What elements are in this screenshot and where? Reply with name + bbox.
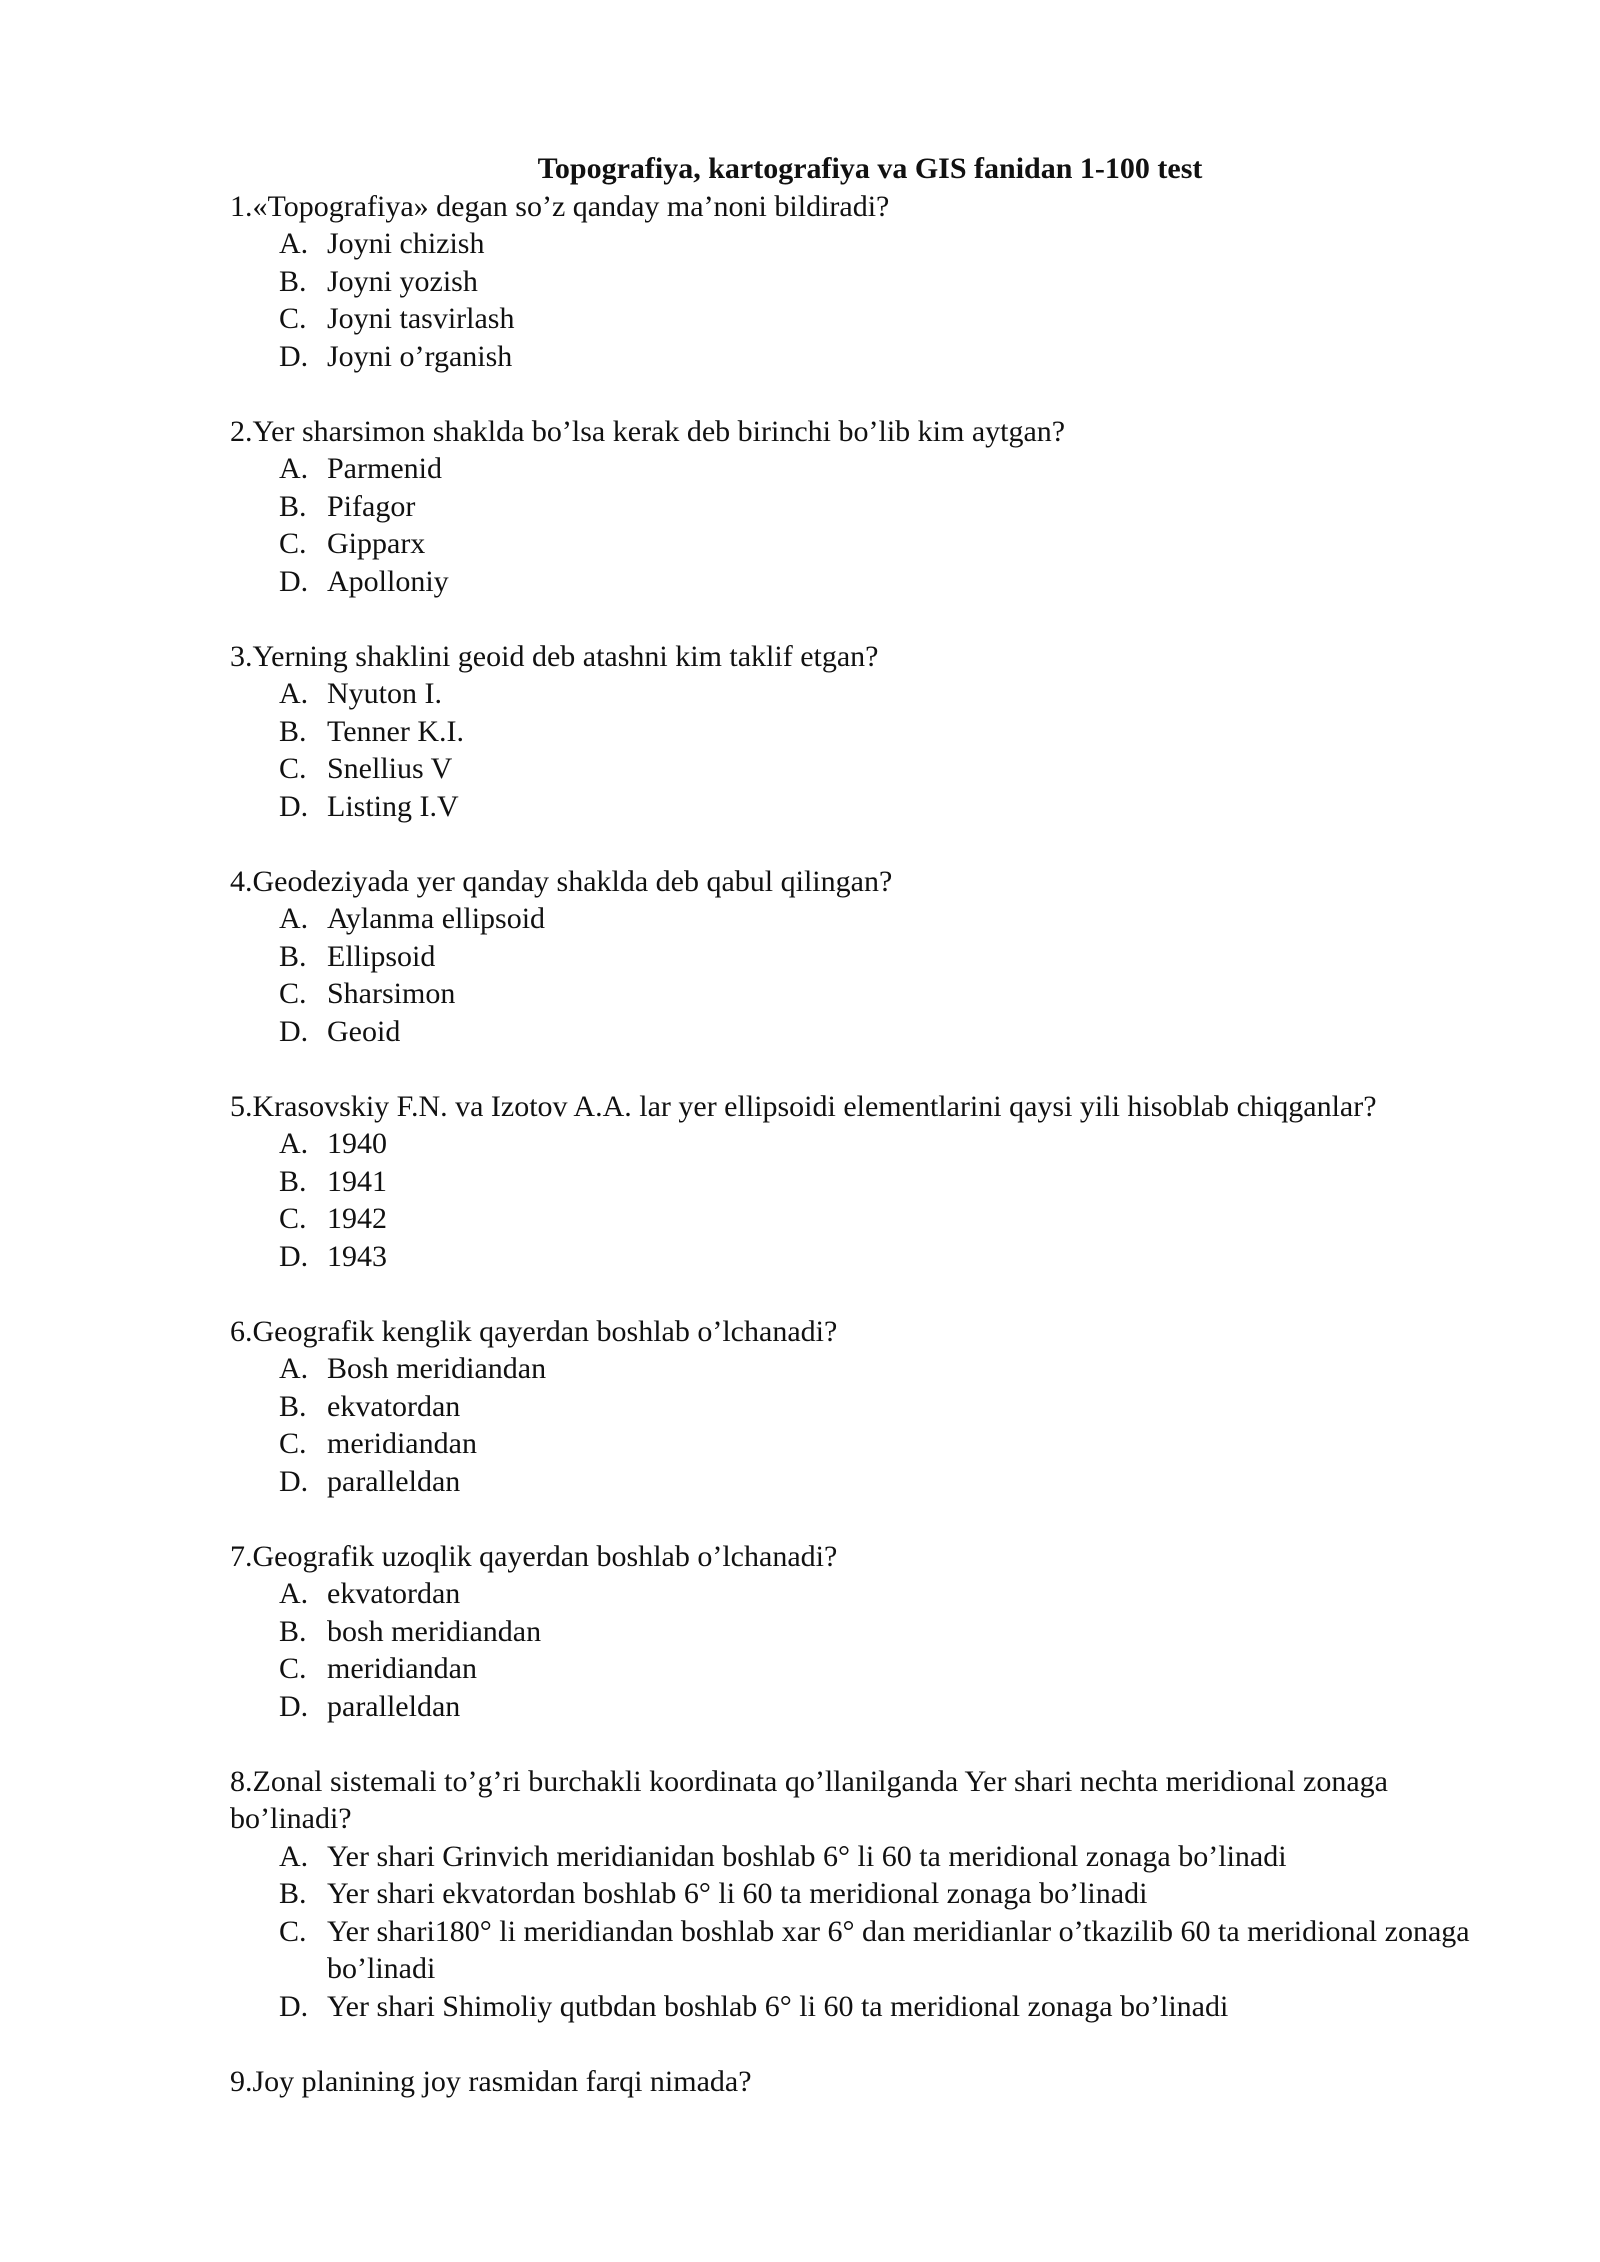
option-letter: D. <box>279 1464 309 1498</box>
option-letter: D. <box>279 789 309 823</box>
answer-option <box>230 1988 1477 2026</box>
option-text: Snellius V <box>327 752 453 785</box>
option-letter: D. <box>279 1689 309 1723</box>
option-letter: B. <box>279 1614 307 1648</box>
option-letter: D. <box>279 564 309 598</box>
option-letter: C. <box>279 302 307 335</box>
option-text: meridiandan <box>327 1652 477 1685</box>
answer-options <box>230 1125 1510 1275</box>
question-text: 4.Geodeziyada yer qanday shaklda deb qabul qilingan? <box>230 864 893 898</box>
option-letter: A. <box>279 1352 309 1385</box>
question-block <box>230 638 1510 826</box>
answer-option <box>230 450 1477 488</box>
answer-option <box>230 900 1477 938</box>
question-block <box>230 1763 1510 2026</box>
question-block <box>230 413 1510 601</box>
option-text: Joyni tasvirlash <box>327 302 515 335</box>
option-text: Joyni yozish <box>327 264 478 298</box>
option-text: Aylanma ellipsoid <box>327 902 546 935</box>
option-text: Joyni o’rganish <box>327 339 513 373</box>
document-title: Topografiya, kartografiya va GIS fanidan 1-100 test <box>537 152 1203 185</box>
question-block <box>230 2063 1510 2101</box>
answer-option <box>230 1013 1477 1051</box>
answer-option <box>230 975 1477 1013</box>
answer-option <box>230 300 1477 338</box>
option-text: Joyni chizish <box>327 227 485 260</box>
option-text: Nyuton I. <box>327 677 442 710</box>
answer-option <box>230 713 1477 751</box>
option-text: ekvatordan <box>327 1389 461 1423</box>
answer-option <box>230 563 1477 601</box>
option-text: Yer shari Grinvich meridianidan boshlab 6° li 60 ta meridional zonaga bo’linadi <box>327 1839 1287 1873</box>
question-text: 6.Geografik kenglik qayerdan boshlab o’lchanadi? <box>230 1314 838 1348</box>
option-text: Bosh meridiandan <box>327 1352 547 1385</box>
option-letter: C. <box>279 752 307 785</box>
answer-option <box>230 1200 1477 1238</box>
option-text: Listing I.V <box>327 789 459 823</box>
answer-option <box>230 225 1477 263</box>
question-block <box>230 188 1510 376</box>
option-letter: D. <box>279 1239 309 1273</box>
answer-option <box>230 1163 1477 1201</box>
answer-option <box>230 263 1477 301</box>
option-letter: C. <box>279 527 307 560</box>
option-text: ekvatordan <box>327 1577 461 1610</box>
option-text: Parmenid <box>327 452 442 485</box>
option-text: 1940 <box>327 1127 387 1160</box>
option-letter: C. <box>279 1202 307 1235</box>
option-letter: A. <box>279 227 309 260</box>
answer-options <box>230 675 1510 825</box>
answer-option <box>230 1425 1477 1463</box>
option-text: meridiandan <box>327 1427 477 1460</box>
option-letter: D. <box>279 1989 309 2023</box>
answer-option <box>230 488 1477 526</box>
option-letter: B. <box>279 1877 307 1910</box>
option-text: Geoid <box>327 1014 401 1048</box>
answer-option <box>230 1875 1477 1913</box>
option-text: bosh meridiandan <box>327 1614 542 1648</box>
answer-option <box>230 1613 1477 1651</box>
answer-option <box>230 1350 1477 1388</box>
question-text: 8.Zonal sistemali to’g’ri burchakli koordinata qo’llanilganda Yer shari nechta meridional zonaga bo’linadi? <box>230 1764 1388 1835</box>
option-letter: B. <box>279 714 307 748</box>
answer-option <box>230 338 1477 376</box>
question-block <box>230 1313 1510 1501</box>
answer-options <box>230 225 1510 375</box>
option-letter: A. <box>279 902 309 935</box>
answer-option <box>230 750 1477 788</box>
question-text: 2.Yer sharsimon shaklda bo’lsa kerak deb birinchi bo’lib kim aytgan? <box>230 414 1066 448</box>
option-letter: B. <box>279 264 307 298</box>
question-text: 1.«Topografiya» degan so’z qanday ma’noni bildiradi? <box>230 189 890 223</box>
option-letter: C. <box>279 1652 307 1685</box>
option-text: 1941 <box>327 1164 387 1198</box>
option-letter: A. <box>279 1839 309 1873</box>
document-page <box>230 150 1510 2138</box>
question-text: 3.Yerning shaklini geoid deb atashni kim taklif etgan? <box>230 639 879 673</box>
answer-option <box>230 1388 1477 1426</box>
answer-option <box>230 1238 1477 1276</box>
answer-options <box>230 900 1510 1050</box>
option-text: Yer shari ekvatordan boshlab 6° li 60 ta meridional zonaga bo’linadi <box>327 1877 1148 1910</box>
option-text: Yer shari180° li meridiandan boshlab xar 6° dan meridianlar o’tkazilib 60 ta meridional zonaga bo’linadi <box>327 1914 1470 1985</box>
question-text: 9.Joy planining joy rasmidan farqi nimada? <box>230 2064 752 2098</box>
option-letter: B. <box>279 939 307 973</box>
answer-options <box>230 1575 1510 1725</box>
answer-option <box>230 1575 1477 1613</box>
question-list <box>230 188 1510 2101</box>
option-letter: A. <box>279 1127 309 1160</box>
option-letter: A. <box>279 452 309 485</box>
question-block <box>230 863 1510 1051</box>
option-letter: C. <box>279 1914 307 1948</box>
option-text: Gipparx <box>327 527 426 560</box>
option-text: Sharsimon <box>327 977 456 1010</box>
option-letter: B. <box>279 1389 307 1423</box>
option-text: 1943 <box>327 1239 387 1273</box>
option-text: paralleldan <box>327 1689 461 1723</box>
answer-option <box>230 675 1477 713</box>
option-letter: D. <box>279 1014 309 1048</box>
answer-option <box>230 1650 1477 1688</box>
answer-options <box>230 1838 1510 2026</box>
answer-option <box>230 1125 1477 1163</box>
answer-options <box>230 450 1510 600</box>
option-letter: B. <box>279 1164 307 1198</box>
option-text: Pifagor <box>327 489 416 523</box>
answer-option <box>230 1688 1477 1726</box>
option-letter: A. <box>279 677 309 710</box>
option-text: Ellipsoid <box>327 939 436 973</box>
option-text: paralleldan <box>327 1464 461 1498</box>
answer-option <box>230 1913 1477 1988</box>
answer-option <box>230 788 1477 826</box>
answer-option <box>230 938 1477 976</box>
option-letter: A. <box>279 1577 309 1610</box>
option-text: Apolloniy <box>327 564 449 598</box>
answer-option <box>230 525 1477 563</box>
option-text: 1942 <box>327 1202 387 1235</box>
answer-option <box>230 1838 1477 1876</box>
answer-options <box>230 1350 1510 1500</box>
option-text: Tenner K.I. <box>327 714 465 748</box>
option-text: Yer shari Shimoliy qutbdan boshlab 6° li 60 ta meridional zonaga bo’linadi <box>327 1989 1229 2023</box>
question-text: 7.Geografik uzoqlik qayerdan boshlab o’lchanadi? <box>230 1539 838 1573</box>
option-letter: B. <box>279 489 307 523</box>
question-block <box>230 1088 1510 1276</box>
option-letter: C. <box>279 1427 307 1460</box>
option-letter: C. <box>279 977 307 1010</box>
option-letter: D. <box>279 339 309 373</box>
answer-option <box>230 1463 1477 1501</box>
question-block <box>230 1538 1510 1726</box>
question-text: 5.Krasovskiy F.N. va Izotov A.A. lar yer ellipsoidi elementlarini qaysi yili hisoblab chiqganlar? <box>230 1089 1377 1123</box>
